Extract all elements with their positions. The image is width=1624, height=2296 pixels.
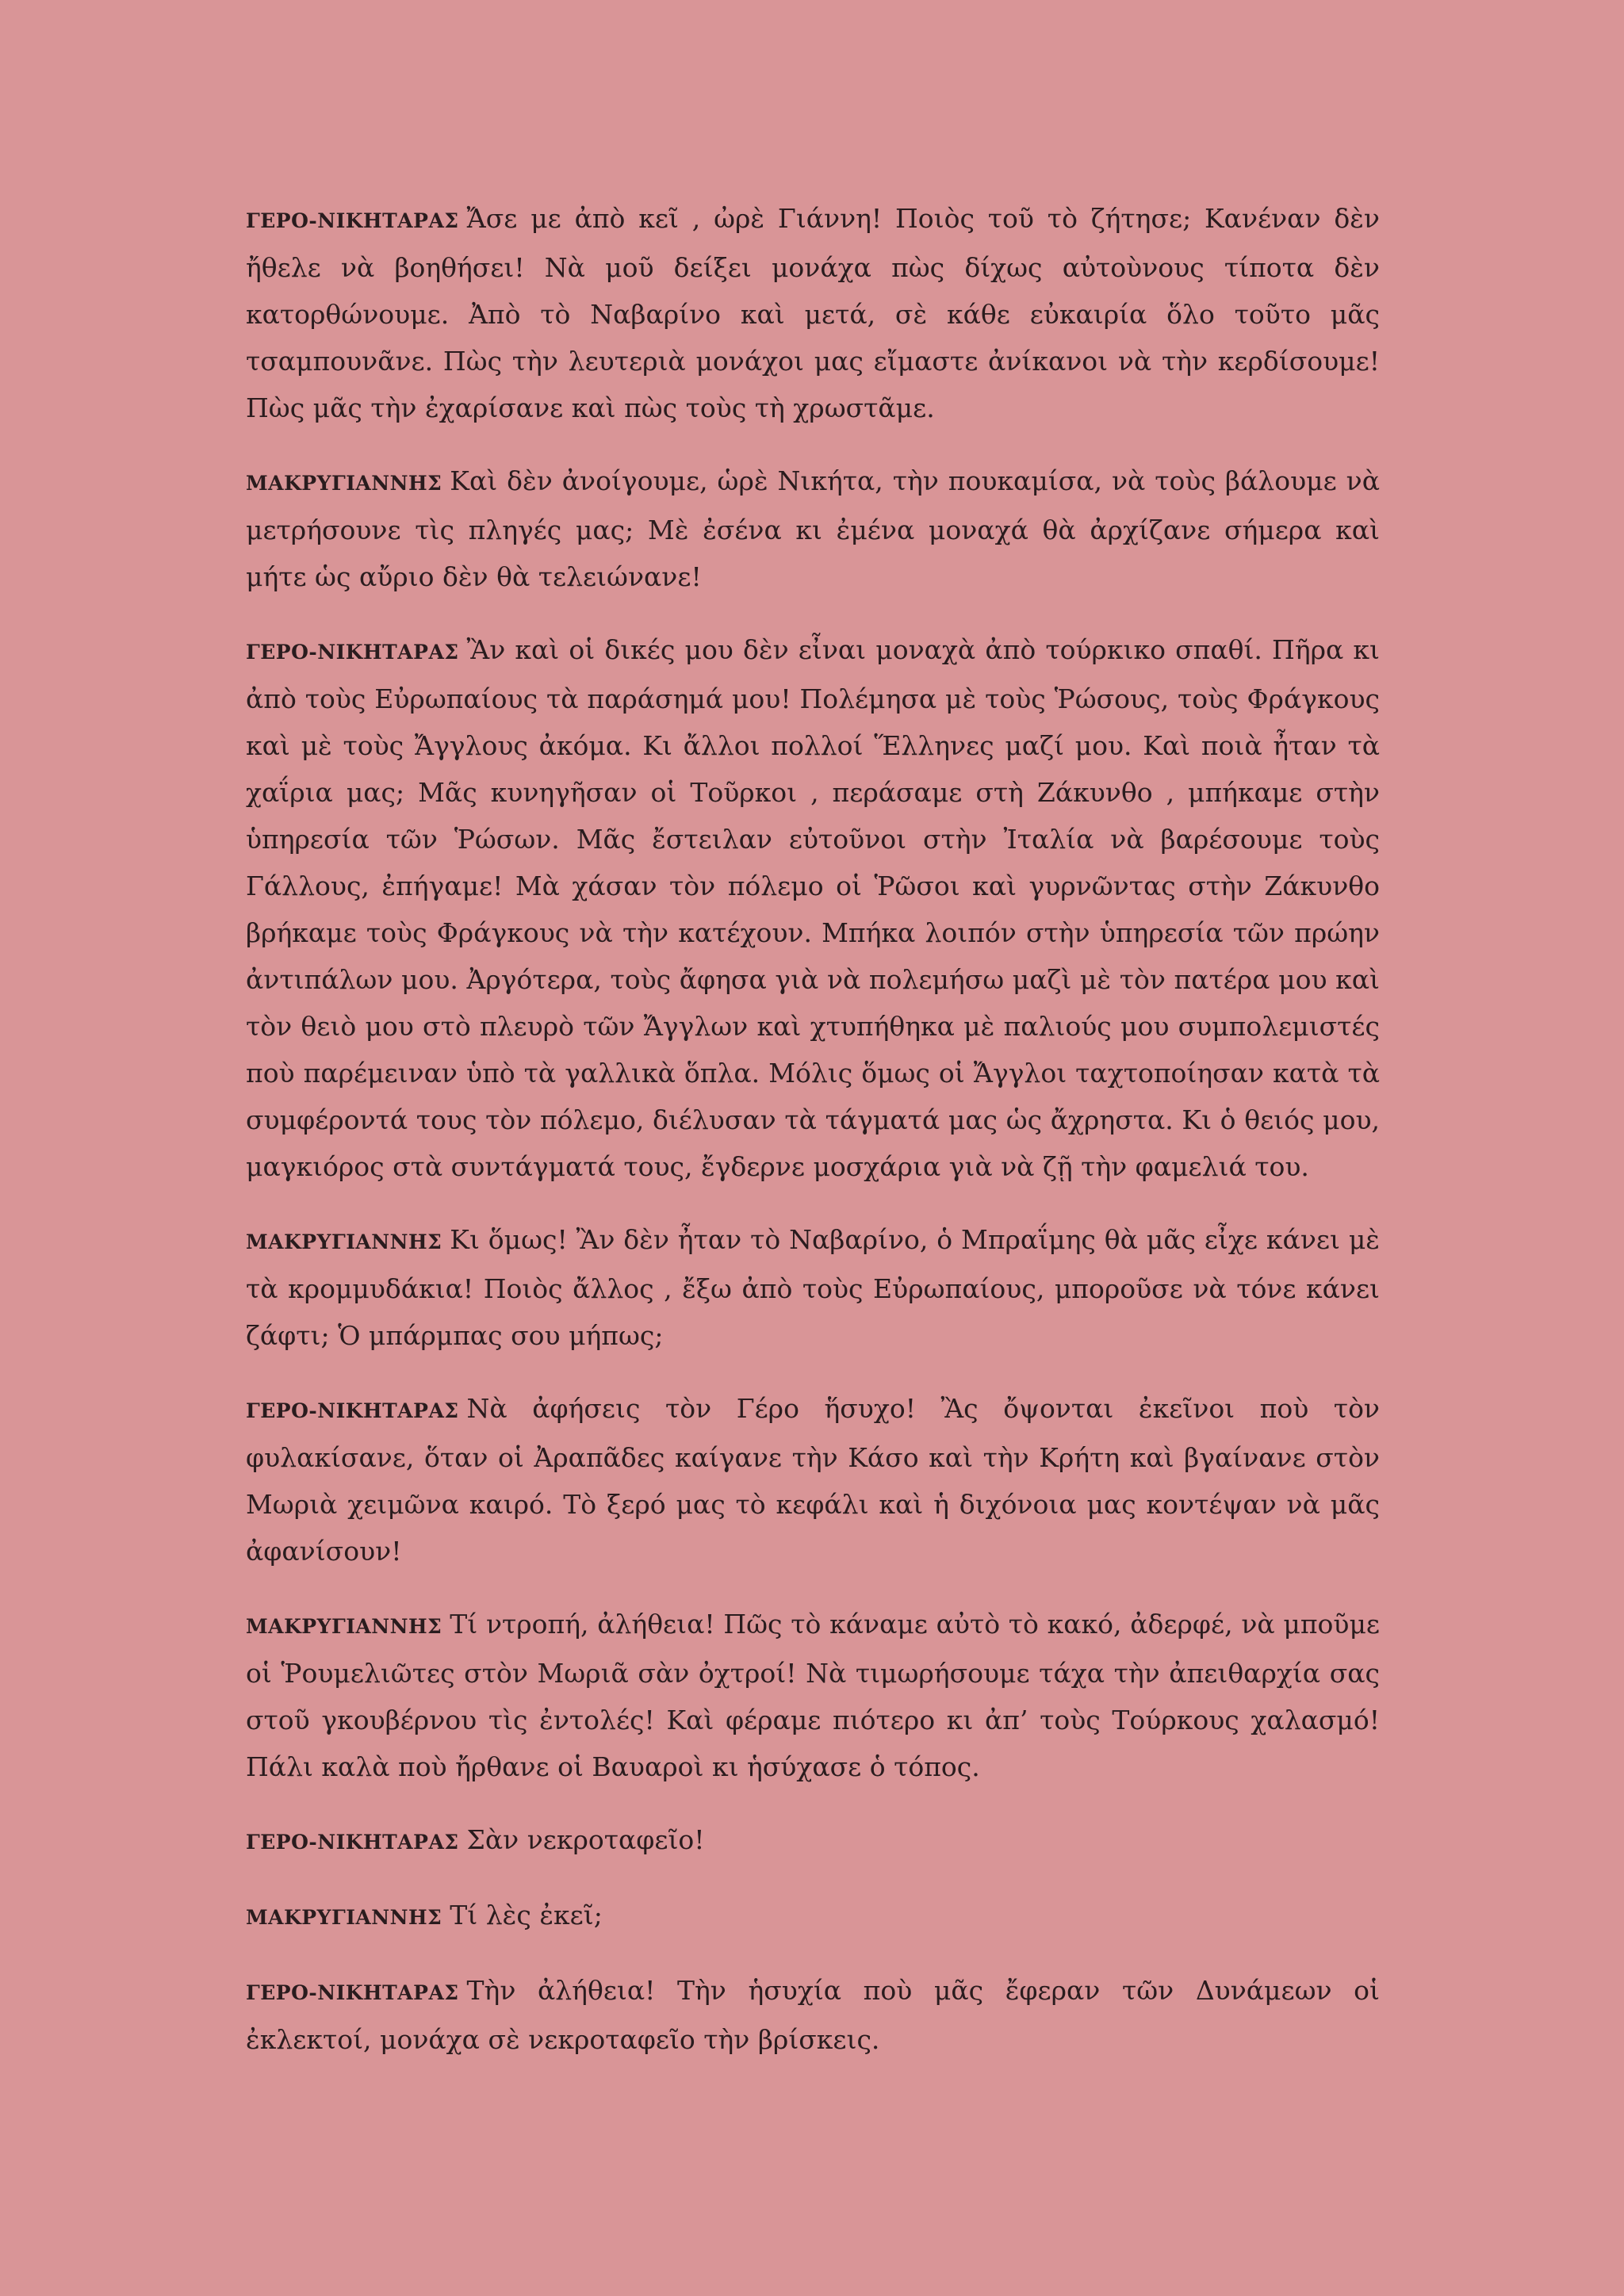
dialogue-paragraph [246,1967,1380,2063]
dialogue-line: Καὶ δὲν ἀνοίγουμε, ὡρὲ Νικήτα, τὴν πουκαμίσα, νὰ τοὺς βάλουμε νὰ μετρήσουνε τὶς πληγές μας; Μὲ ἐσένα κι ἐμένα μοναχά θὰ ἀρχίζανε σήμερα καὶ μήτε ὡς αὔριο δὲν θὰ τελειώνανε! [246,465,1380,592]
speaker-name: ΓΕΡΟ-ΝΙΚΗΤΑΡΑΣ [246,1831,459,1854]
dialogue-paragraph [246,195,1380,431]
dialogue-paragraph [246,1892,1380,1941]
dialogue-paragraph [246,1816,1380,1866]
dialogue-paragraph [246,1601,1380,1790]
dialogue-line: Τὴν ἀλήθεια! Τὴν ἡσυχία ποὺ μᾶς ἔφεραν τῶν Δυνάμεων οἱ ἐκλεκτοί, μονάχα σὲ νεκροταφεῖο τὴν βρίσκεις. [246,1975,1380,2055]
dialogue-line: Κι ὅμως! Ἂν δὲν ἦταν τὸ Ναβαρίνο, ὁ Μπραΐμης θὰ μᾶς εἶχε κάνει μὲ τὰ κρομμυδάκια! Ποιὸς ἄλλος , ἔξω ἀπὸ τοὺς Εὐρωπαίους, μποροῦσε νὰ τόνε κάνει ζάφτι; Ὁ μπάρμπας σου μήπως; [246,1224,1380,1351]
speaker-name: ΓΕΡΟ-ΝΙΚΗΤΑΡΑΣ [246,1399,459,1422]
dialogue-paragraph [246,626,1380,1190]
dialogue-line: Ἂν καὶ οἱ δικές μου δὲν εἶναι μοναχὰ ἀπὸ τούρκικο σπαθί. Πῆρα κι ἀπὸ τοὺς Εὐρωπαίους τὰ παράσημά μου! Πολέμησα μὲ τοὺς Ῥώσους, τοὺς Φράγκους καὶ μὲ τοὺς Ἄγγλους ἀκόμα. Κι ἄλλοι πολλοί Ἕλληνες μαζί μου. Καὶ ποιὰ ἦταν τὰ χαΐρια μας; Μᾶς κυνηγῆσαν οἱ Τοῦρκοι , περάσαμε στὴ Ζάκυνθο , μπήκαμε στὴν ὑπηρεσία τῶν Ῥώσων. Μᾶς ἔστειλαν εὐτοῦνοι στὴν Ἰταλία νὰ βαρέσουμε τοὺς Γάλλους, ἐπήγαμε! Μὰ χάσαν τὸν πόλεμο οἱ Ῥῶσοι καὶ γυρνῶντας στὴν Ζάκυνθο βρήκαμε τοὺς Φράγκους νὰ τὴν κατέχουν. Μπήκα λοιπόν στὴν ὑπηρεσία τῶν πρώην ἀντιπάλων μου. Ἀργότερα, τοὺς ἄφησα γιὰ νὰ πολεμήσω μαζὶ μὲ τὸν πατέρα μου καὶ τὸν θειὸ μου στὸ πλευρὸ τῶν Ἄγγλων καὶ χτυπήθηκα μὲ παλιούς μου συμπολεμιστές ποὺ παρέμειναν ὑπὸ τὰ γαλλικὰ ὅπλα. Μόλις ὅμως οἱ Ἄγγλοι ταχτοποίησαν κατὰ τὰ συμφέροντά τους τὸν πόλεμο, διέλυσαν τὰ τάγματά μας ὡς ἄχρηστα. Κι ὁ θειός μου, μαγκιόρος στὰ συντάγματά τους, ἔγδερνε μοσχάρια γιὰ νὰ ζῇ τὴν φαμελιά του. [246,634,1380,1182]
dialogue-paragraph [246,457,1380,600]
dialogue-line: Τί λὲς ἐκεῖ; [450,1900,603,1931]
speaker-name: ΜΑΚΡΥΓΙΑΝΝΗΣ [246,1615,442,1638]
speaker-name: ΓΕΡΟ-ΝΙΚΗΤΑΡΑΣ [246,1981,459,2004]
dialogue-line: Νὰ ἀφήσεις τὸν Γέρο ἥσυχο! Ἂς ὄψονται ἐκεῖνοι ποὺ τὸν φυλακίσανε, ὅταν οἱ Ἀραπᾶδες καίγανε τὴν Κάσο καὶ τὴν Κρήτη καὶ βγαίνανε στὸν Μωριὰ χειμῶνα καιρό. Τὸ ξερό μας τὸ κεφάλι καὶ ἡ διχόνοια μας κοντέψαν νὰ μᾶς ἀφανίσουν! [246,1393,1380,1567]
dialogue-line: Ἄσε με ἀπὸ κεῖ , ὠρὲ Γιάννη! Ποιὸς τοῦ τὸ ζήτησε; Κανέναν δὲν ἤθελε νὰ βοηθήσει! Νὰ μοῦ δείξει μονάχα πὼς δίχως αὐτοὺνους τίποτα δὲν κατορθώνουμε. Ἀπὸ τὸ Ναβαρίνο καὶ μετά, σὲ κάθε εὐκαιρία ὅλο τοῦτο μᾶς τσαμπουνᾶνε. Πὼς τὴν λευτεριὰ μονάχοι μας εἴμαστε ἀνίκανοι νὰ τὴν κερδίσουμε! Πὼς μᾶς τὴν ἐχαρίσανε καὶ πὼς τοὺς τὴ χρωστᾶμε. [246,203,1380,423]
dialogue-text [246,195,1380,2089]
speaker-name: ΜΑΚΡΥΓΙΑΝΝΗΣ [246,1230,442,1253]
speaker-name: ΓΕΡΟ-ΝΙΚΗΤΑΡΑΣ [246,209,459,232]
dialogue-paragraph [246,1385,1380,1575]
speaker-name: ΓΕΡΟ-ΝΙΚΗΤΑΡΑΣ [246,641,459,664]
dialogue-line: Σὰν νεκροταφεῖο! [466,1824,705,1855]
speaker-name: ΜΑΚΡΥΓΙΑΝΝΗΣ [246,1906,442,1929]
dialogue-line: Τί ντροπή, ἀλήθεια! Πῶς τὸ κάναμε αὐτὸ τὸ κακό, ἀδερφέ, νὰ μποῦμε οἱ Ῥουμελιῶτες στὸν Μωριᾶ σὰν ὀχτροί! Νὰ τιμωρήσουμε τάχα τὴν ἀπειθαρχία σας στοῦ γκουβέρνου τὶς ἐντολές! Καὶ φέραμε πιότερο κι ἀπ’ τοὺς Τούρκους χαλασμό! Πάλι καλὰ ποὺ ἤρθανε οἱ Βαυαροὶ κι ἡσύχασε ὁ τόπος. [246,1609,1380,1782]
dialogue-paragraph [246,1216,1380,1359]
speaker-name: ΜΑΚΡΥΓΙΑΝΝΗΣ [246,472,442,495]
